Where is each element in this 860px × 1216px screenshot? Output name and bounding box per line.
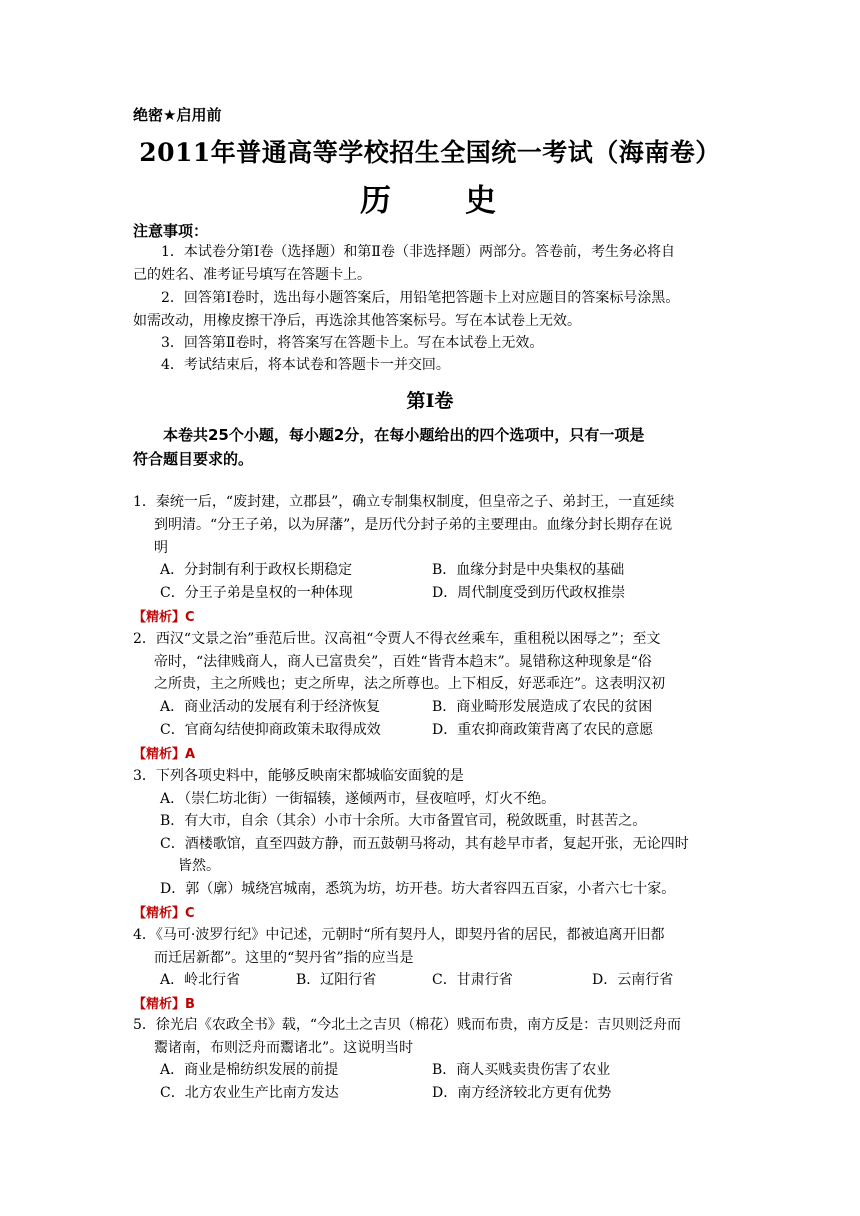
answer-analysis: 【精析】C	[133, 906, 195, 921]
question-stem: 到明清。“分王子弟，以为屏藩”，是历代分封子弟的主要理由。血缘分封长期存在说	[154, 517, 673, 533]
answer-analysis: 【精析】A	[133, 747, 196, 762]
option-b: B．辽阳行省	[296, 972, 377, 988]
option-d: D．郭（廓）城绕宫城南，悉筑为坊，坊开巷。坊大者容四五百家，小者六七十家。	[160, 881, 676, 897]
section-title: 第Ⅰ卷	[406, 390, 454, 412]
notice-line: 4．考试结束后，将本试卷和答题卡一并交回。	[161, 357, 450, 373]
option-c: C．北方农业生产比南方发达	[160, 1085, 339, 1101]
question-stem: 明	[154, 540, 168, 556]
option-c: C．甘肃行省	[432, 972, 513, 988]
option-c: C．酒楼歌馆，直至四鼓方静，而五鼓朝马将动，其有趁早市者，复起开张，无论四时	[160, 836, 689, 852]
question-stem: 5．徐光启《农政全书》载，“今北土之吉贝（棉花）贱而布贵，南方反是：吉贝则泛舟而	[133, 1017, 682, 1033]
option-a: A．（崇仁坊北街）一街辐辏，遂倾两市，昼夜喧呼，灯火不绝。	[160, 791, 556, 807]
section-instruction: 符合题目要求的。	[133, 450, 254, 468]
question-stem: 帝时，“法律贱商人，商人已富贵矣”，百姓“皆背本趋末”。晁错称这种现象是“俗	[154, 654, 652, 670]
section-instruction: 本卷共25个小题，每小题2分，在每小题给出的四个选项中，只有一项是	[163, 426, 645, 444]
question-stem: 鬻诸南，布则泛舟而鬻诸北”。这说明当时	[154, 1040, 414, 1056]
option-c: C．官商勾结使抑商政策未取得成效	[160, 722, 381, 738]
option-b: B．有大市，自余（其余）小市十余所。大市备置官司，税敛既重，时甚苦之。	[160, 813, 647, 829]
notice-line: 己的姓名、准考证号填写在答题卡上。	[133, 267, 371, 283]
notice-heading: 注意事项：	[133, 222, 209, 240]
question-stem: 3．下列各项史料中，能够反映南宋都城临安面貌的是	[133, 768, 464, 784]
option-b: B．血缘分封是中央集权的基础	[432, 562, 625, 578]
notice-line: 1．本试卷分第Ⅰ卷（选择题）和第Ⅱ卷（非选择题）两部分。答卷前，考生务必将自	[161, 244, 675, 260]
answer-analysis: 【精析】C	[133, 610, 195, 625]
exam-title: 2011年普通高等学校招生全国统一考试（海南卷）	[139, 138, 721, 167]
option-d: D．南方经济较北方更有优势	[432, 1085, 612, 1101]
question-stem: 4．《马可·波罗行纪》中记述，元朝时“所有契丹人，即契丹省的居民，都被追离开旧都	[133, 927, 665, 943]
option-a: A．分封制有利于政权长期稳定	[160, 562, 353, 578]
question-stem: 之所贵，主之所贱也；吏之所卑，法之所尊也。上下相反，好恶乖迕”。这表明汉初	[154, 676, 666, 692]
option-b: B．商业畸形发展造成了农民的贫困	[432, 699, 653, 715]
option-a: A．商业是棉纺织发展的前提	[160, 1062, 339, 1078]
option-d: D．云南行省	[592, 972, 674, 988]
answer-analysis: 【精析】B	[133, 997, 195, 1012]
option-b: B．商人买贱卖贵伤害了农业	[432, 1062, 611, 1078]
notice-line: 如需改动，用橡皮擦干净后，再选涂其他答案标号。写在本试卷上无效。	[133, 313, 581, 329]
notice-line: 3．回答第Ⅱ卷时，将答案写在答题卡上。写在本试卷上无效。	[161, 335, 544, 351]
question-stem: 1．秦统一后，“废封建，立郡县”，确立专制集权制度，但皇帝之子、弟封王，一直延续	[133, 494, 675, 510]
option-d: D．周代制度受到历代政权推崇	[432, 585, 626, 601]
option-a: A．岭北行省	[160, 972, 241, 988]
question-stem: 2．西汉“文景之治”垂范后世。汉高祖“令贾人不得衣丝乘车，重租税以困辱之”；至文	[133, 631, 661, 647]
option-d: D．重农抑商政策背离了农民的意愿	[432, 722, 654, 738]
subject-title: 历 史	[360, 183, 500, 219]
option-c-continued: 皆然。	[178, 858, 220, 874]
notice-line: 2．回答第Ⅰ卷时，选出每小题答案后，用铅笔把答题卡上对应题目的答案标号涂黑。	[161, 290, 680, 306]
option-a: A．商业活动的发展有利于经济恢复	[160, 699, 381, 715]
confidential-mark: 绝密★启用前	[133, 106, 222, 124]
question-stem: 而迁居新都”。这里的“契丹省”指的应当是	[154, 950, 414, 966]
option-c: C．分王子弟是皇权的一种体现	[160, 585, 353, 601]
